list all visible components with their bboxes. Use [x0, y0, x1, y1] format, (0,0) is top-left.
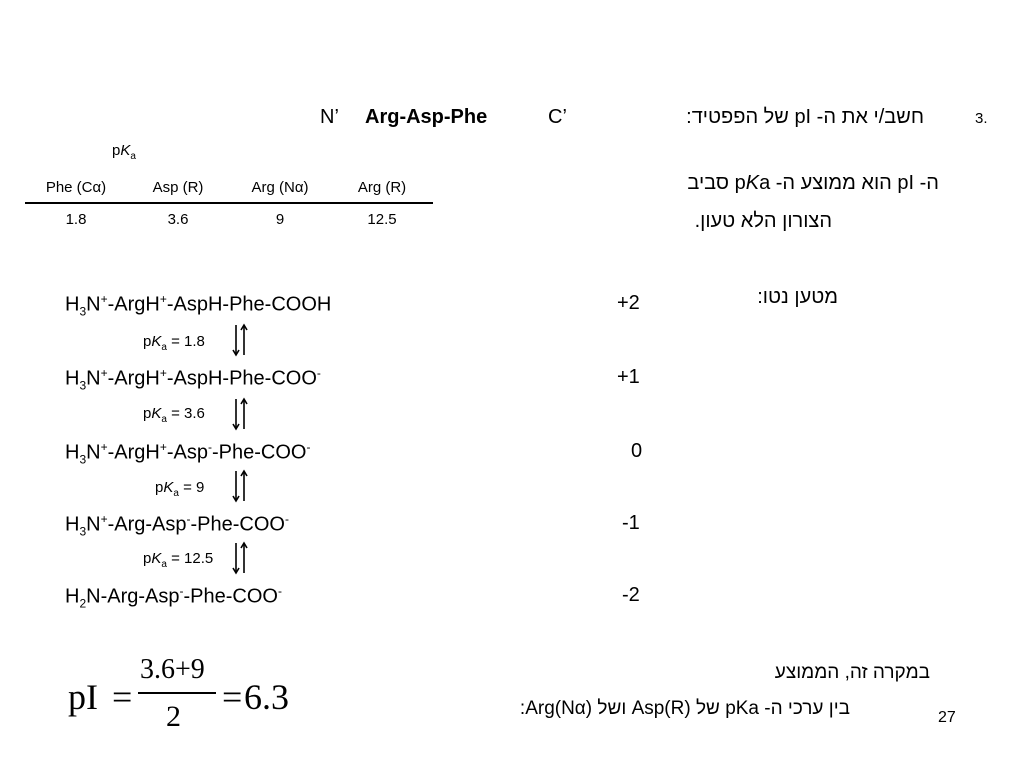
explanation-line-2: הצורון הלא טעון. [694, 210, 832, 232]
pka-header-phe: Phe (Cα) [45, 178, 107, 196]
pka-header-arg-n: Arg (Nα) [251, 178, 309, 196]
pka-value-arg-r: 12.5 [367, 210, 397, 228]
species-5-formula: $H_2N-Arg-Asp^--Phe-COO^-$ [65, 584, 282, 611]
pka-value-phe: 1.8 [65, 210, 87, 228]
pi-formula-lhs: pI [68, 677, 98, 717]
equilibrium-arrows-icon [232, 323, 248, 357]
page-number: 27 [938, 709, 956, 726]
problem-task: חשב/י את ה- pI של הפפטיד: [686, 106, 924, 128]
pka-value-asp: 3.6 [167, 210, 189, 228]
pi-formula-result: 6.3 [244, 677, 289, 717]
transition-2-pka: $pK_a = 3.6$ [143, 405, 205, 425]
species-1-charge: +2 [617, 292, 640, 314]
transition-4-pka: $pK_a = 12.5$ [143, 550, 214, 570]
species-3-charge: 0 [631, 440, 643, 462]
species-2-formula: $H_3N^+-ArgH^+-AspH-Phe-COO^-$ [65, 366, 321, 393]
species-3-formula: $H_3N^+-ArgH^+-Asp^--Phe-COO^-$ [65, 440, 311, 467]
species-1-formula: $H_3N^+-ArgH^+-AspH-Phe$-COOH [65, 292, 332, 319]
species-4-charge: -1 [622, 512, 640, 534]
conclusion-line-1: במקרה זה, הממוצע [774, 662, 930, 683]
pi-formula-denominator: 2 [166, 700, 181, 733]
conclusion-line-2: בין ערכי ה- pKa של Asp(R) ושל Arg(Nα): [519, 698, 850, 719]
pka-table-row [25, 204, 433, 234]
net-charge-label: מטען נטו: [757, 286, 838, 308]
pka-header-arg-r: Arg (R) [357, 178, 407, 196]
c-terminus-label: C’ [548, 106, 567, 128]
species-5-charge: -2 [622, 584, 640, 606]
equilibrium-arrows-icon [232, 541, 248, 575]
transition-3-pka: $pK_a = 9$ [155, 479, 205, 499]
n-terminus-label: N’ [320, 106, 339, 128]
equilibrium-arrows-icon [232, 397, 248, 431]
pka-table-header [25, 172, 433, 204]
pi-formula-fraction-bar [138, 692, 216, 694]
pka-caption: $pK_a$ [112, 142, 136, 162]
explanation-line-1: ה- pI הוא ממוצע ה- pKa סביב [687, 172, 939, 194]
pi-formula-equals-2: = [222, 677, 243, 717]
transition-1-pka: $pK_a = 1.8$ [143, 333, 205, 353]
pka-header-asp: Asp (R) [152, 178, 204, 196]
equilibrium-arrows-icon [232, 469, 248, 503]
pi-formula-equals-1: = [112, 677, 133, 717]
peptide-sequence: Arg-Asp-Phe [365, 106, 488, 128]
pka-table [25, 172, 433, 234]
species-4-formula: $H_3N^+-Arg-Asp^--Phe-COO^-$ [65, 512, 289, 539]
species-2-charge: +1 [617, 366, 640, 388]
problem-number: 3. [975, 110, 988, 127]
pi-formula-numerator: 3.6+9 [140, 654, 205, 685]
pka-value-arg-n: 9 [275, 210, 285, 228]
